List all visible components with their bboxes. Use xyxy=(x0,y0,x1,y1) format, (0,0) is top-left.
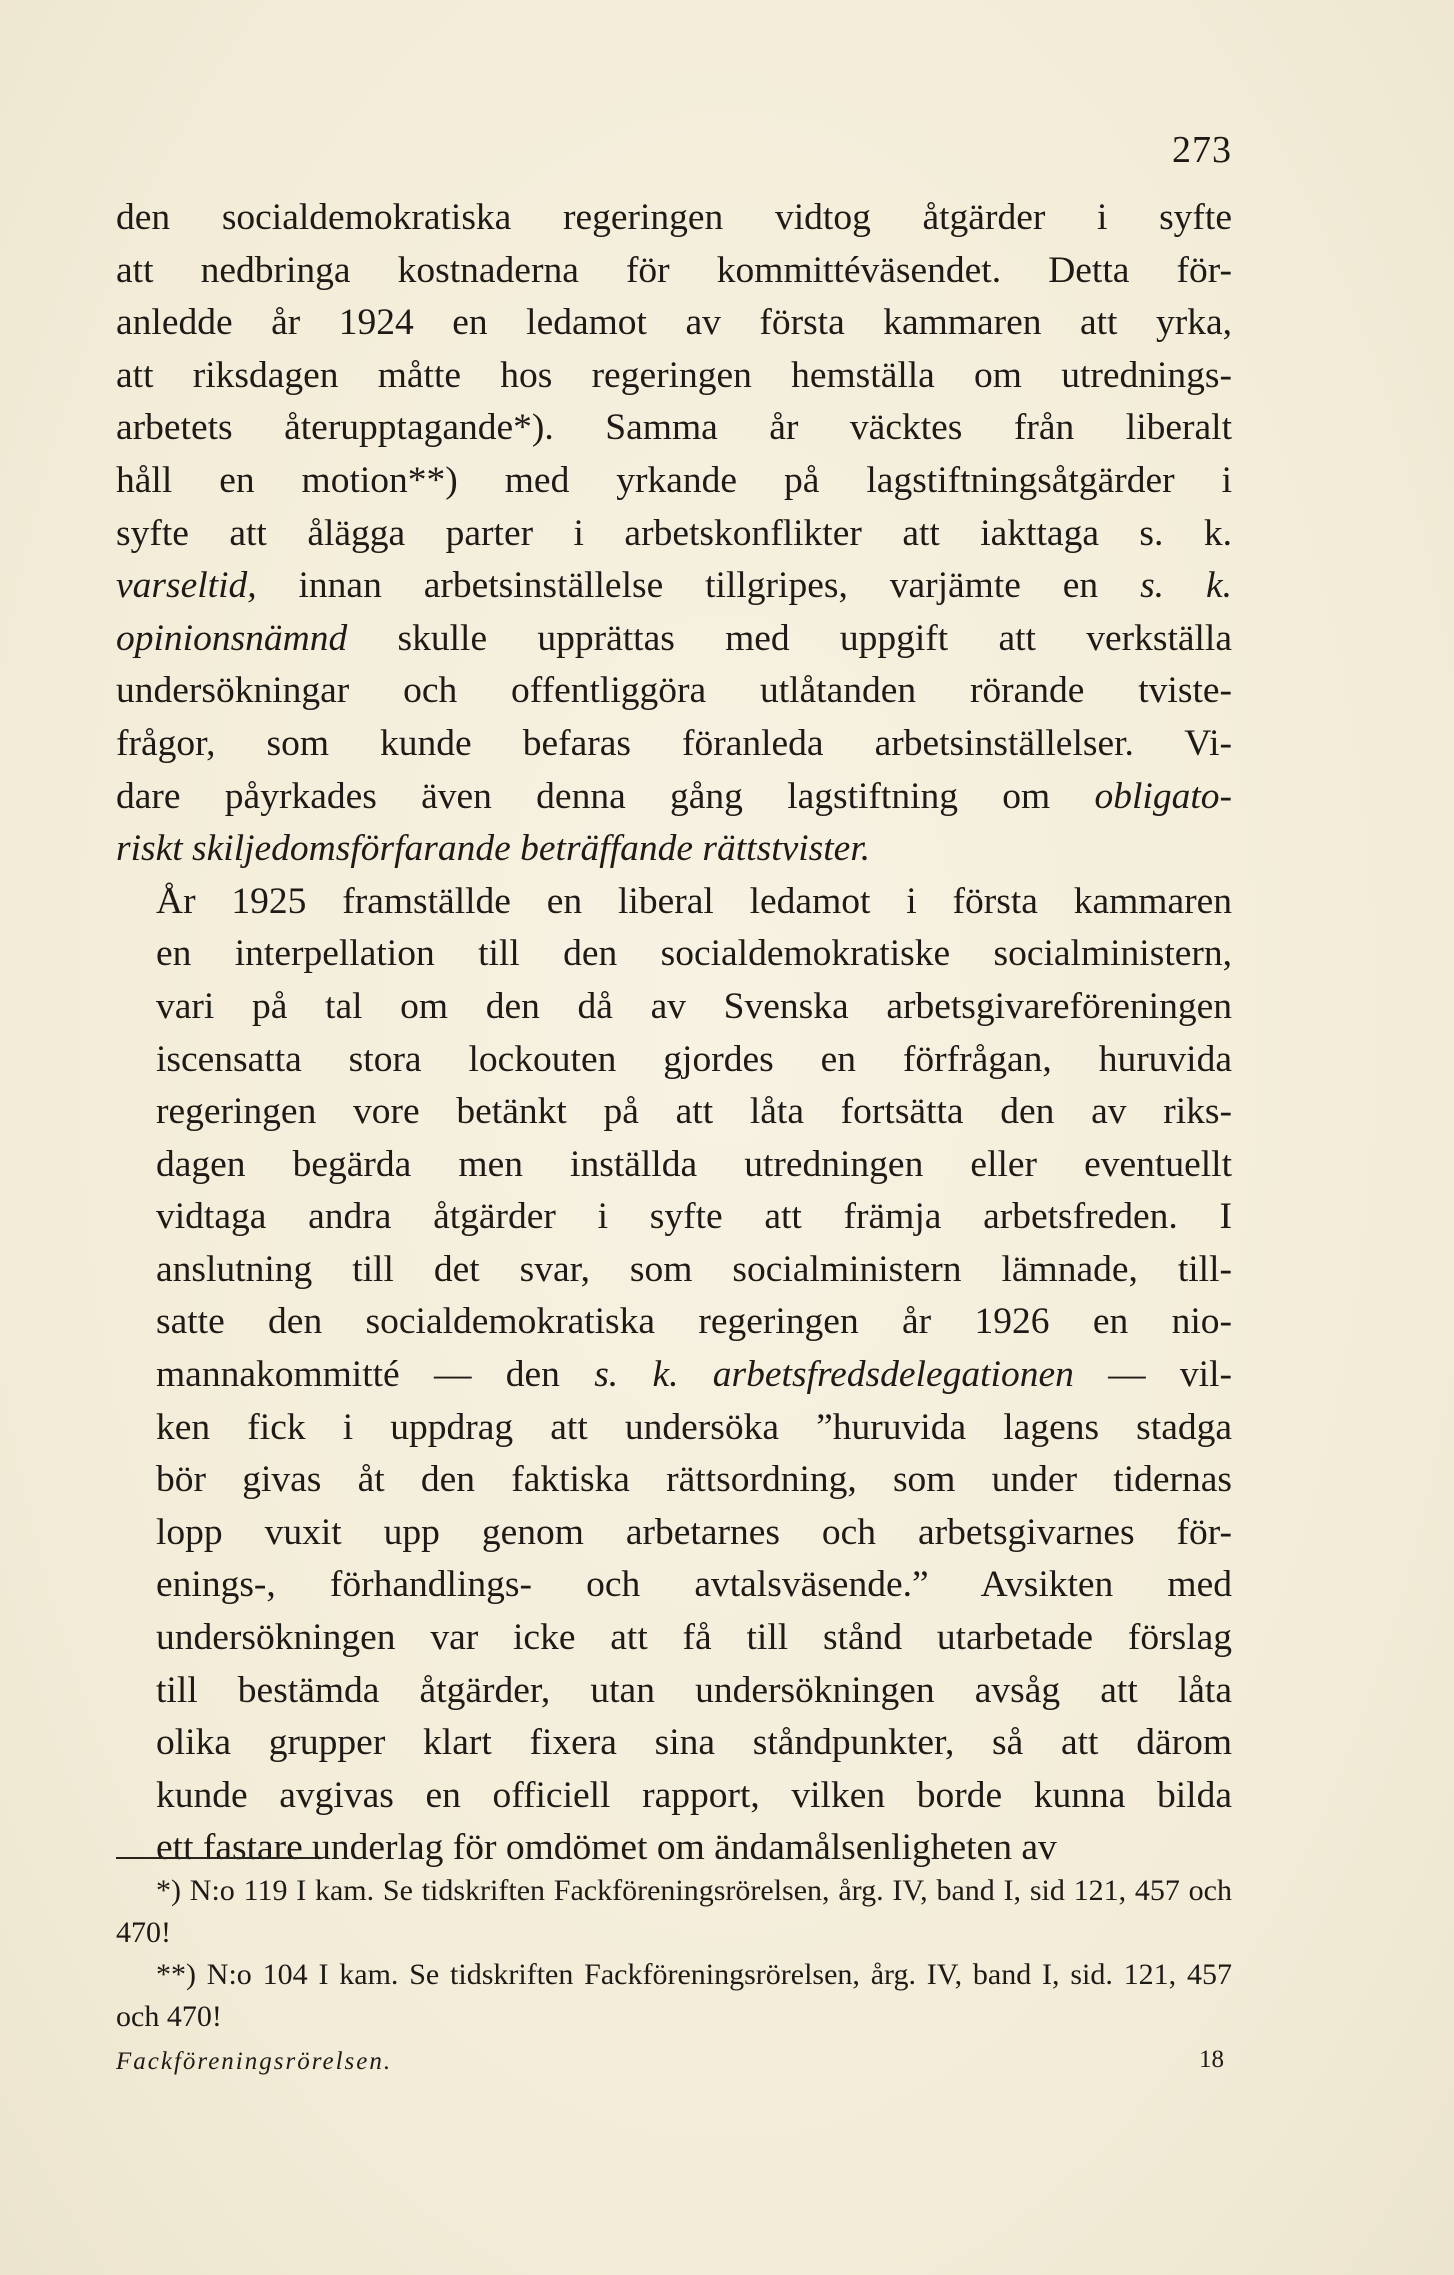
text-line: enings-, förhandlings- och avtalsväsende.” Avsikten med xyxy=(156,1564,1232,1606)
text-line: att nedbringa kostnaderna för kommittéväsendet. Detta för- xyxy=(116,249,1232,291)
footnote: **) N:o 104 I kam. Se tidskriften Fackföreningsrörelsen, årg. IV, band I, sid. 121, 457 och 470! xyxy=(116,1958,1232,2033)
text-line: arbetets återupptagande*). Samma år väcktes från liberalt xyxy=(116,407,1232,449)
text-line: ett fastare underlag för omdömet om ändamålsenligheten av xyxy=(156,1827,1057,1869)
emphasized-text: s. k. arbetsfredsdelegationen xyxy=(594,1354,1074,1396)
text-line: anslutning till det svar, som socialministern lämnade, till- xyxy=(156,1248,1232,1290)
text-line: vidtaga andra åtgärder i syfte att främja arbetsfreden. I xyxy=(156,1196,1232,1238)
text-line: anledde år 1924 en ledamot av första kammaren att yrka, xyxy=(116,302,1232,344)
text-line: att riksdagen måtte hos regeringen hemställa om utrednings- xyxy=(116,354,1232,396)
paragraph xyxy=(116,192,1232,876)
text-line: regeringen vore betänkt på att låta fortsätta den av riks- xyxy=(156,1091,1232,1133)
emphasized-text: obligato- xyxy=(1094,775,1232,817)
body-text xyxy=(116,192,1232,1875)
text-line: undersökningar och offentliggöra utlåtanden rörande tviste- xyxy=(116,670,1232,712)
text-line: bör givas åt den faktiska rättsordning, som under tidernas xyxy=(156,1459,1232,1501)
text-line: olika grupper klart fixera sina ståndpunkter, så att därom xyxy=(156,1722,1232,1764)
text-line: håll en motion**) med yrkande på lagstiftningsåtgärder i xyxy=(116,459,1232,501)
text-line: iscensatta stora lockouten gjordes en förfrågan, huruvida xyxy=(156,1038,1232,1080)
text-line: frågor, som kunde befaras föranleda arbetsinställelser. Vi- xyxy=(116,722,1232,764)
text-line: varseltid, innan arbetsinställelse tillgripes, varjämte en s. k. xyxy=(116,565,1232,607)
footnote: *) N:o 119 I kam. Se tidskriften Fackföreningsrörelsen, årg. IV, band I, sid 121, 457 och 470! xyxy=(116,1874,1232,1949)
text-line: en interpellation till den socialdemokratiske socialministern, xyxy=(156,933,1232,975)
text-line xyxy=(116,823,1232,876)
emphasized-text: riskt skiljedomsförfarande beträffande rättstvister. xyxy=(116,828,871,870)
text-line: ken fick i uppdrag att undersöka ”huruvida lagens stadga xyxy=(156,1406,1232,1448)
text-line: opinionsnämnd skulle upprättas med uppgift att verkställa xyxy=(116,617,1232,659)
footnotes xyxy=(116,1870,1232,2038)
emphasized-text: varseltid, xyxy=(116,565,257,607)
text-line: dagen begärda men inställda utredningen eller eventuellt xyxy=(156,1143,1232,1185)
text-line: lopp vuxit upp genom arbetarnes och arbetsgivarnes för- xyxy=(156,1511,1232,1553)
text-line: den socialdemokratiska regeringen vidtog åtgärder i syfte xyxy=(116,197,1232,238)
text-line: vari på tal om den då av Svenska arbetsgivareföreningen xyxy=(156,985,1232,1027)
paragraph xyxy=(116,876,1232,1875)
text-line: mannakommitté — den s. k. arbetsfredsdelegationen — vil- xyxy=(156,1354,1232,1396)
running-title: Fackföreningsrörelsen. xyxy=(116,2048,393,2075)
text-line: dare påyrkades även denna gång lagstiftning om obligato- xyxy=(116,775,1232,817)
emphasized-text: s. k. xyxy=(1140,565,1232,607)
text-line: syfte att ålägga parter i arbetskonflikter att iakttaga s. k. xyxy=(116,512,1232,554)
text-line: satte den socialdemokratiska regeringen år 1926 en nio- xyxy=(156,1301,1232,1343)
text-line: undersökningen var icke att få till stånd utarbetade förslag xyxy=(156,1617,1232,1659)
emphasized-text: opinionsnämnd xyxy=(116,617,348,659)
text-line: kunde avgivas en officiell rapport, vilken borde kunna bilda xyxy=(156,1774,1232,1816)
signature-mark: 18 xyxy=(1199,2046,1224,2073)
page-number: 273 xyxy=(1172,129,1232,171)
text-line: År 1925 framställde en liberal ledamot i första kammaren xyxy=(156,880,1232,922)
footnote-rule xyxy=(116,1857,318,1859)
text-line: till bestämda åtgärder, utan undersökningen avsåg att låta xyxy=(156,1669,1232,1711)
